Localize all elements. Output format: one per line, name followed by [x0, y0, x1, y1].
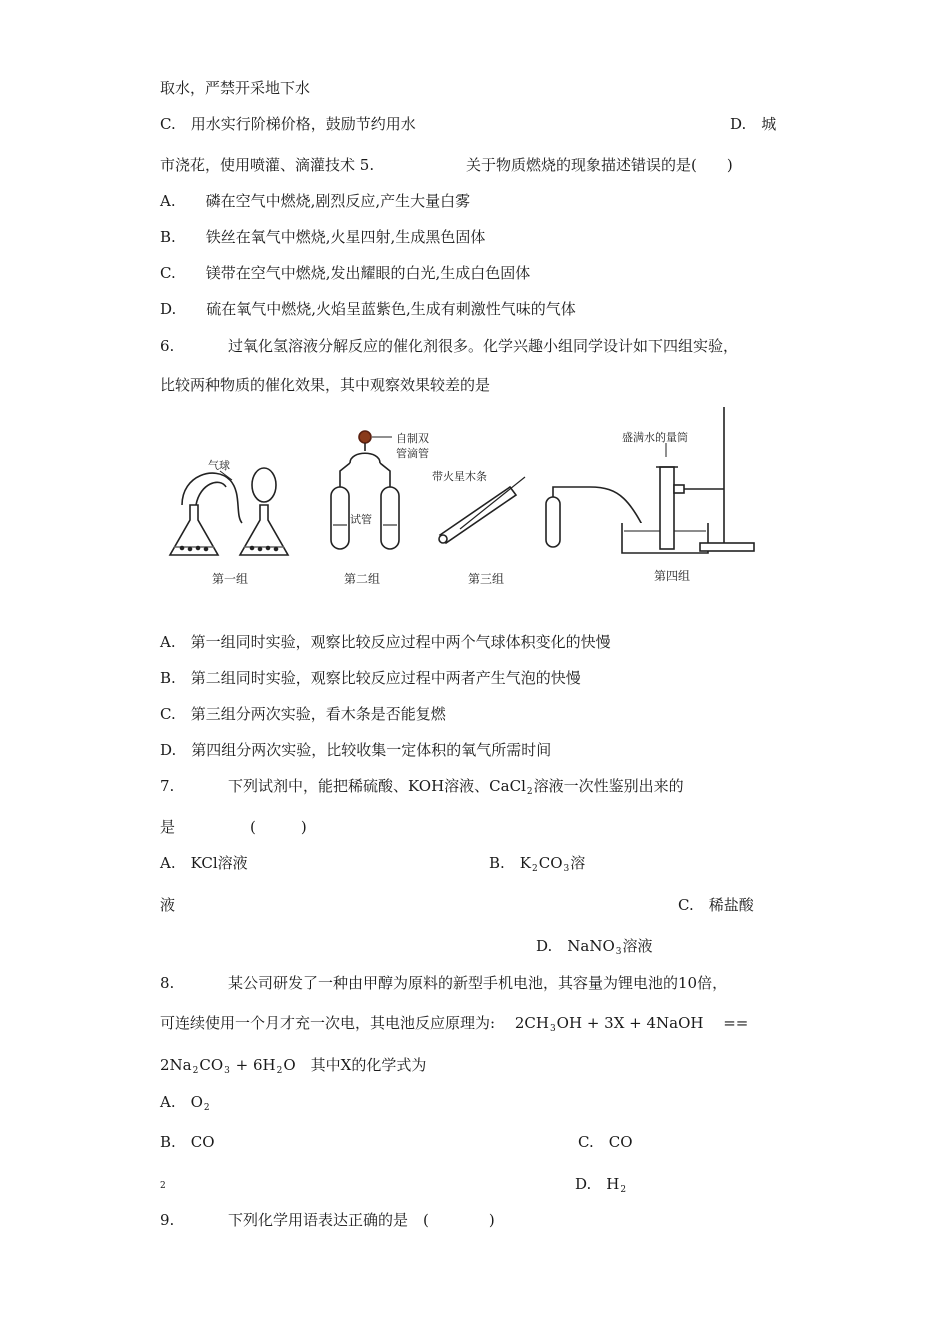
question-9-stem: 下列化学用语表达正确的是 ( ): [228, 1211, 495, 1229]
subscript: 2: [160, 1181, 166, 1191]
q8-part: CO: [199, 1056, 224, 1074]
q8-option-d: [575, 1174, 627, 1200]
text-line: 取水，严禁开采地下水: [160, 79, 311, 97]
q7-option-a: A. KCl溶液: [160, 854, 248, 872]
q5-option-a: A. 磷在空气中燃烧,剧烈反应,产生大量白雾: [160, 192, 471, 210]
balloon-label: 气球: [208, 459, 230, 472]
group2-apparatus: [331, 431, 429, 586]
subscript: 2: [276, 1066, 283, 1076]
question-6-stem-line2: 比较两种物质的催化效果，其中观察效果较差的是: [160, 376, 491, 394]
question-7-stem: [228, 776, 684, 802]
test-tube-label: 试管: [350, 513, 372, 526]
subscript: 2: [526, 787, 533, 797]
group3-label: 第三组: [468, 572, 505, 586]
text-line: 市浇花，使用喷灌、滴灌技术 5.: [160, 156, 375, 174]
q7b-part: B. K: [489, 854, 531, 872]
group3-apparatus: [432, 469, 525, 586]
question-7-number: 7.: [160, 777, 175, 795]
question-8-stem-line2: [160, 1013, 748, 1039]
q6-option-a: A. 第一组同时实验，观察比较反应过程中两个气球体积变化的快慢: [160, 633, 611, 651]
dropper-label-line1: 自制双: [396, 432, 429, 445]
q7b-part: CO: [538, 854, 563, 872]
subscript: 2: [192, 1066, 199, 1076]
subscript: 3: [563, 864, 570, 874]
group4-apparatus: [546, 407, 754, 583]
question-6-number: 6.: [160, 337, 175, 355]
dropper-label-line2: 管滴管: [396, 447, 429, 460]
q7d-part: 溶液: [622, 937, 653, 955]
q8-part: 2Na: [160, 1056, 192, 1074]
splint-label: 带火星木条: [432, 470, 487, 483]
group4-label: 第四组: [654, 569, 691, 583]
subscript: 2: [203, 1103, 210, 1113]
q7-option-c: C. 稀盐酸: [678, 896, 754, 914]
q7b-part: 溶: [570, 854, 586, 872]
q7-stem-part: 溶液一次性鉴别出来的: [533, 777, 684, 795]
q8-option-a: [160, 1092, 211, 1118]
question-6-stem: 过氧化氢溶液分解反应的催化剂很多。化学兴趣小组同学设计如下四组实验，: [228, 337, 739, 355]
q7-stem-part: 下列试剂中，能把稀硫酸、KOH溶液、CaCl: [228, 777, 526, 795]
subscript: 3: [224, 1066, 230, 1076]
question-8-number: 8.: [160, 974, 175, 992]
option-d: D. 城: [730, 115, 777, 133]
q6-option-b: B. 第二组同时实验，观察比较反应过程中两者产生气泡的快慢: [160, 669, 581, 687]
q5-option-d: D. 硫在氧气中燃烧,火焰呈蓝紫色,生成有刺激性气味的气体: [160, 300, 576, 318]
q6-option-d: D. 第四组分两次实验，比较收集一定体积的氧气所需时间: [160, 741, 552, 759]
q7-option-d: [536, 936, 653, 962]
q8a-part: A. O: [160, 1093, 203, 1111]
q8-part: + 6H: [230, 1056, 276, 1074]
group1-label: 第一组: [212, 572, 249, 586]
cylinder-label: 盛满水的量筒: [622, 431, 688, 444]
q8-part: OH + 3X + 4NaOH ==: [556, 1014, 749, 1032]
q8-part: O 其中X的化学式为: [283, 1056, 427, 1074]
question-8-stem: 某公司研发了一种由甲醇为原料的新型手机电池，其容量为锂电池的10倍，: [228, 974, 728, 992]
subscript: 2: [620, 1185, 627, 1195]
question-9-number: 9.: [160, 1211, 175, 1229]
group1-apparatus: [170, 458, 288, 586]
q8-option-b: B. CO: [160, 1133, 215, 1151]
q7-option-b: [489, 853, 585, 879]
question-7-stem-line2: 是 ( ): [160, 818, 307, 836]
q6-option-c: C. 第三组分两次实验，看木条是否能复燃: [160, 705, 446, 723]
subscript: 3: [615, 947, 622, 957]
q8-part: 可连续使用一个月才充一次电，其电池反应原理为: 2CH: [160, 1014, 549, 1032]
q5-option-b: B. 铁丝在氧气中燃烧,火星四射,生成黑色固体: [160, 228, 486, 246]
question-8-stem-line3: [160, 1055, 426, 1081]
subscript: 2: [532, 864, 538, 874]
experiment-figure: [160, 405, 760, 590]
q8d-part: D. H: [575, 1175, 620, 1193]
text-line: 液: [160, 896, 176, 914]
q7d-part: D. NaNO: [536, 937, 615, 955]
q8-option-c: C. CO: [578, 1133, 633, 1151]
question-5-stem: 关于物质燃烧的现象描述错误的是( ): [466, 156, 733, 174]
option-c: C. 用水实行阶梯价格，鼓励节约用水: [160, 115, 416, 133]
subscript: 3: [549, 1024, 556, 1034]
group2-label: 第二组: [344, 572, 381, 586]
q5-option-c: C. 镁带在空气中燃烧,发出耀眼的白光,生成白色固体: [160, 264, 531, 282]
